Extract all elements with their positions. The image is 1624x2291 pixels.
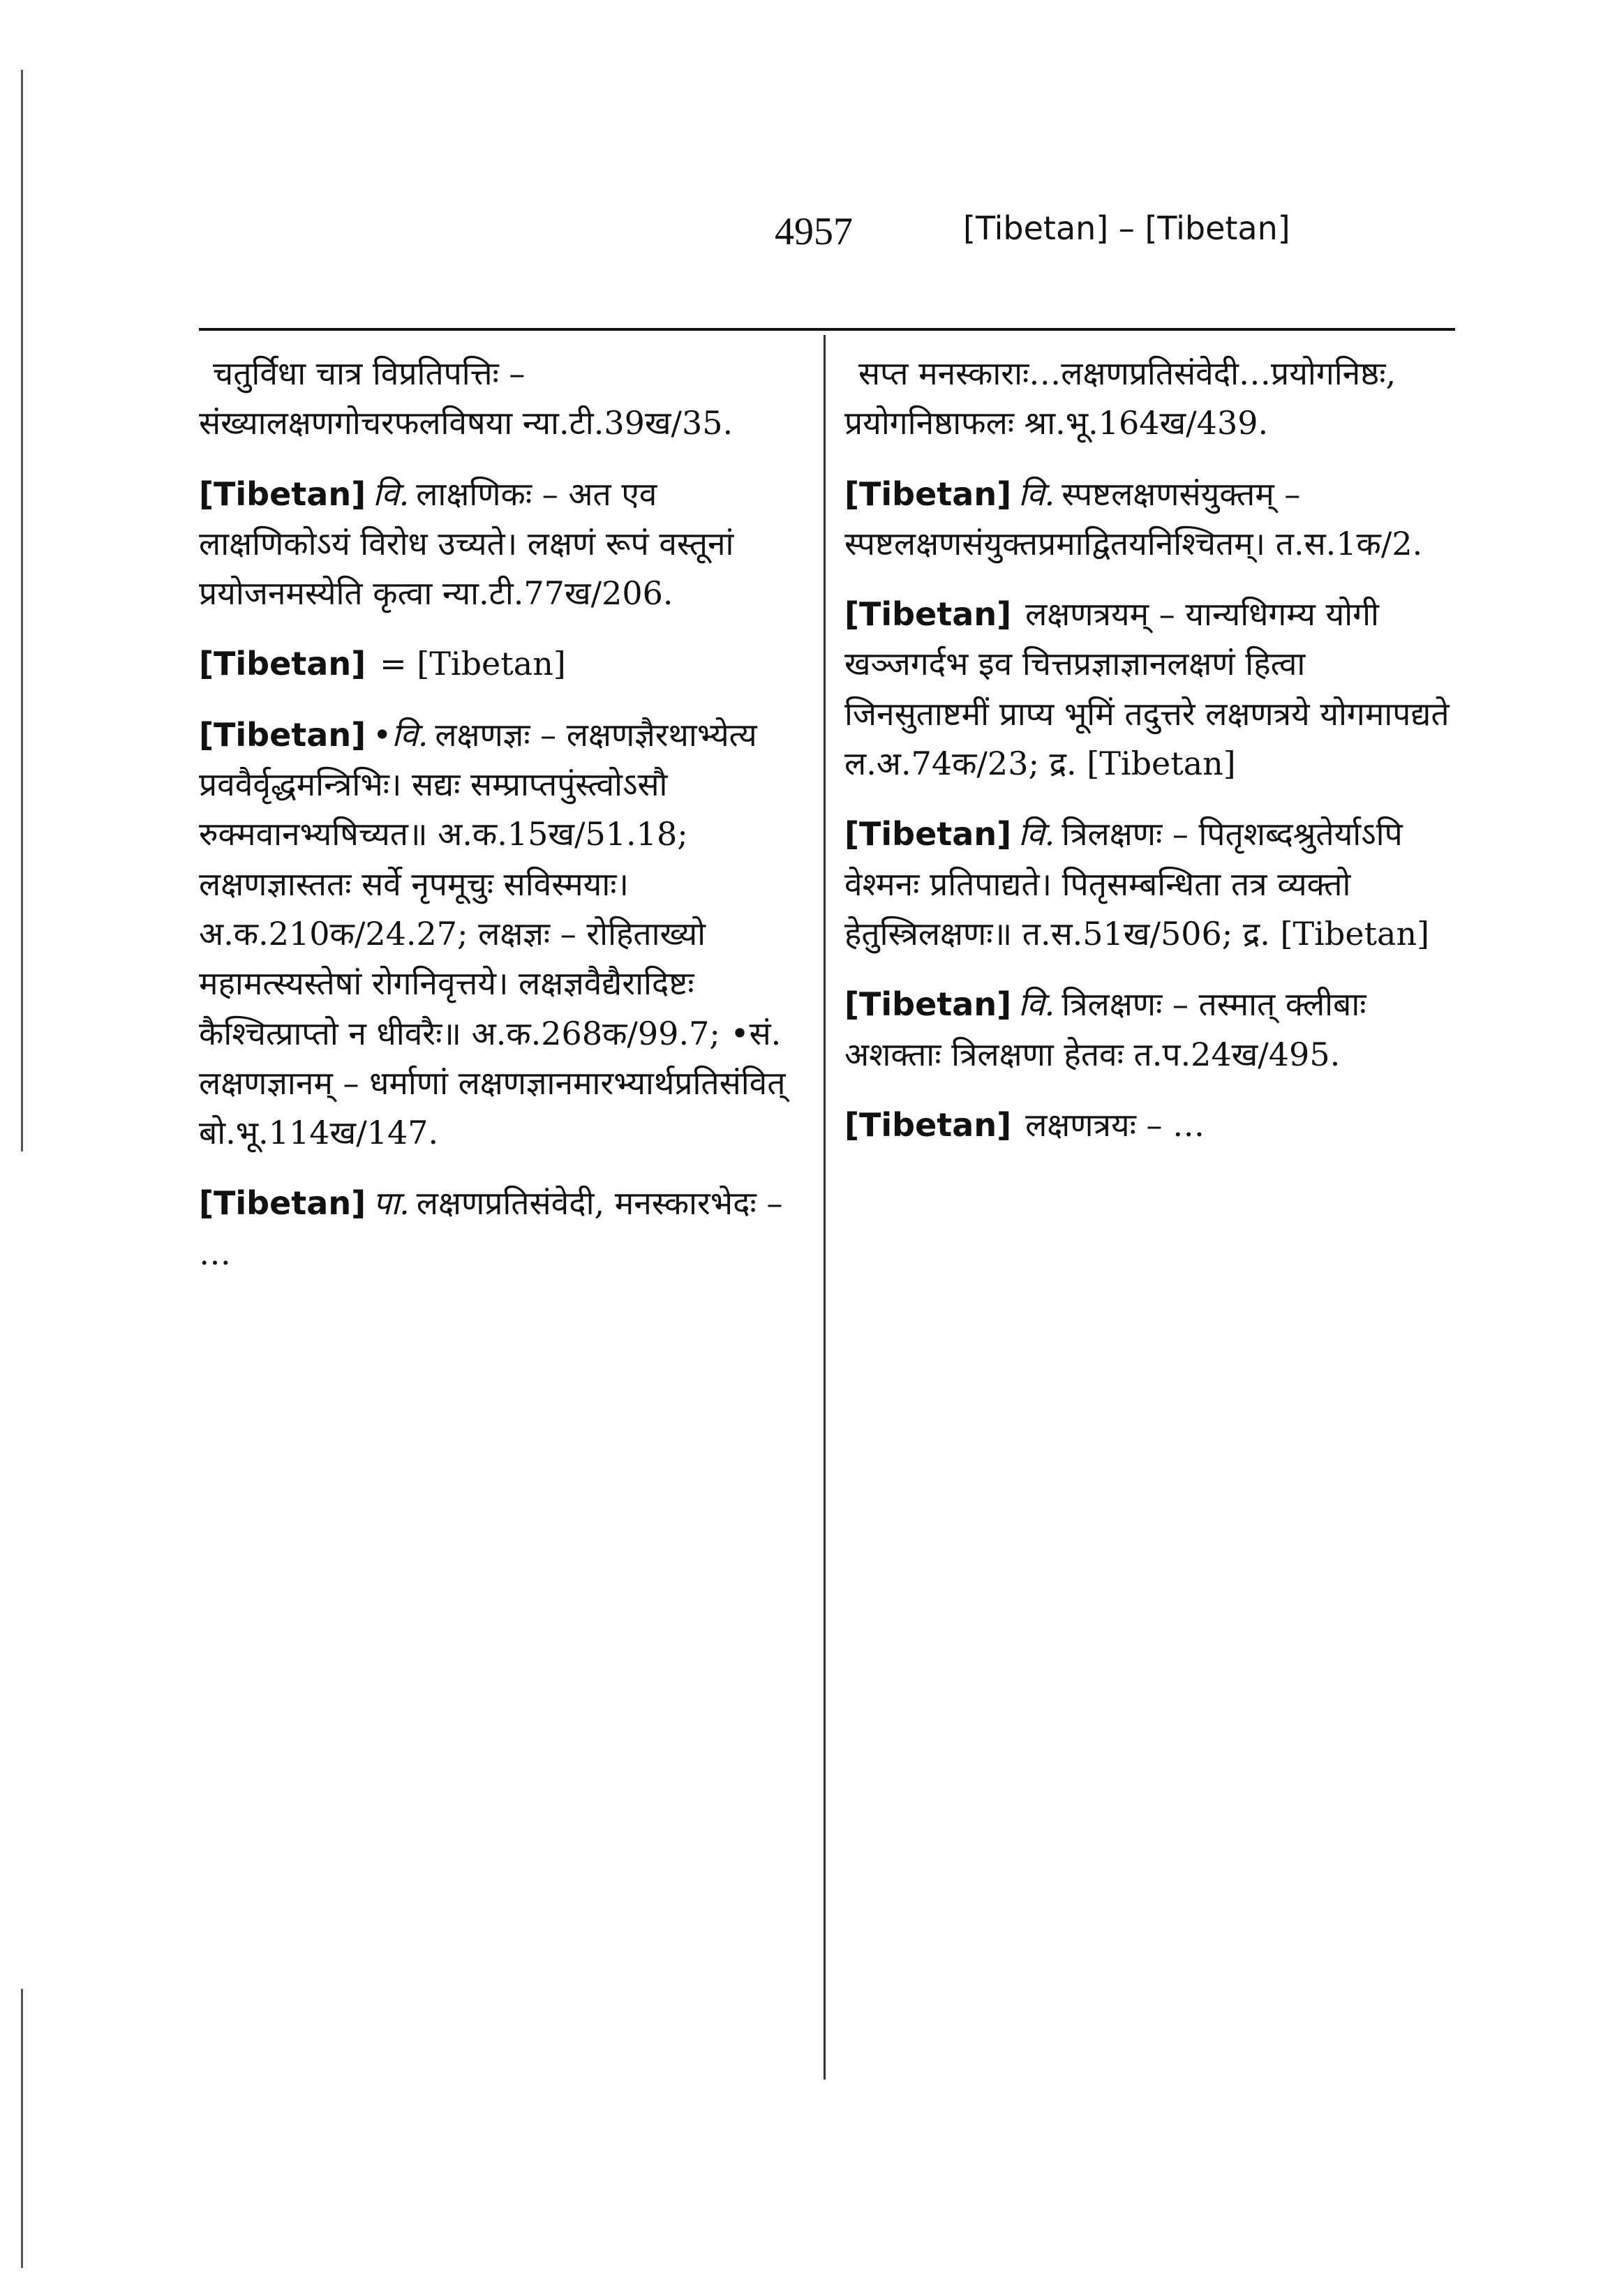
dictionary-entry: [199, 710, 799, 1158]
entry-text: त्रिलक्षणः – तस्मात् क्लीबाः अशक्ताः त्रिलक्षणा हेतवः त.प.24ख/495.: [844, 985, 1366, 1073]
dictionary-entry: [199, 349, 799, 449]
column-divider: [824, 335, 826, 2080]
entry-grammar: वि.: [1018, 475, 1055, 513]
left-margin-mark: [21, 1989, 23, 2268]
entry-text: सप्त मनस्काराः…लक्षणप्रतिसंवेदी…प्रयोगनिष्ठः, प्रयोगनिष्ठाफलः श्रा.भू.164ख/439.: [844, 355, 1396, 442]
dictionary-entry: [199, 470, 799, 619]
entry-text: त्रिलक्षणः – पितृशब्दश्रुतेर्याऽपि वेश्मनः प्रतिपाद्यते। पितृसम्बन्धिता तत्र व्यक्तो हेतुस्त्रिलक्षणः॥ त.स.51ख/506; द्र. [Tibetan]: [844, 815, 1430, 953]
entry-headword: [Tibetan]: [199, 1184, 366, 1223]
entry-text: लाक्षणिकः – अत एव लाक्षणिकोऽयं विरोध उच्यते। लक्षणं रूपं वस्तूनां प्रयोजनमस्येति कृत्वा न्या.टी.77ख/206.: [199, 475, 734, 613]
right-column: [844, 349, 1452, 1171]
left-margin-mark: [21, 70, 23, 1151]
header-rule: [199, 328, 1455, 331]
entry-text: लक्षणप्रतिसंवेदी, मनस्कारभेदः – …: [199, 1184, 783, 1272]
entry-grammar: वि.: [1018, 815, 1055, 853]
entry-text: स्पष्टलक्षणसंयुक्तम् – स्पष्टलक्षणसंयुक्तप्रमाद्वितयनिश्चितम्। त.स.1क/2.: [844, 475, 1423, 562]
entry-text: = [Tibetan]: [380, 645, 566, 683]
entry-headword: [Tibetan]: [844, 475, 1012, 513]
entry-grammar: •वि.: [373, 715, 429, 754]
entry-grammar: वि.: [1018, 985, 1055, 1024]
running-head: [Tibetan] – [Tibetan]: [963, 209, 1290, 247]
entry-text: लक्षणत्रयः – …: [1025, 1105, 1205, 1144]
dictionary-entry: [199, 1179, 799, 1278]
dictionary-entry: [844, 809, 1452, 959]
dictionary-entry: [844, 1100, 1452, 1150]
dictionary-entry: [844, 349, 1452, 449]
entry-headword: [Tibetan]: [844, 815, 1012, 853]
dictionary-entry: [844, 590, 1452, 789]
entry-grammar: वि.: [373, 475, 410, 513]
dictionary-entry: [844, 980, 1452, 1080]
entry-headword: [Tibetan]: [844, 1105, 1012, 1144]
entry-grammar: पा.: [373, 1184, 410, 1223]
dictionary-entry: [199, 639, 799, 689]
left-column: [199, 349, 799, 1299]
entry-headword: [Tibetan]: [199, 645, 366, 683]
entry-headword: [Tibetan]: [844, 985, 1012, 1024]
entry-headword: [Tibetan]: [199, 475, 366, 513]
entry-text: लक्षणत्रयम् – यान्यधिगम्य योगी खञ्जगर्दभ इव चित्तप्रज्ञाज्ञानलक्षणं हित्वा जिनसुताष्टमीं प्राप्य भूमिं तदुत्तरे लक्षणत्रये योगमापद्यते ल.अ.74क/23; द्र. [Tibetan]: [844, 595, 1450, 783]
entry-text: लक्षणज्ञः – लक्षणज्ञैरथाभ्येत्य प्रववैर्वृद्धमन्त्रिभिः। सद्यः सम्प्राप्तपुंस्त्वोऽसौ रुक्मवानभ्यषिच्यत॥ अ.क.15ख/51.18; लक्षणज्ञास्ततः सर्वे नृपमूचुः सविस्मयाः। अ.क.210क/24.27; लक्षज्ञः – रोहिताख्यो महामत्स्यस्तेषां रोगनिवृत्तये। लक्षज्ञवैद्यैरादिष्टः कैश्चित्प्राप्तो न धीवरैः॥ अ.क.268क/99.7; •सं. लक्षणज्ञानम् – धर्माणां लक्षणज्ञानमारभ्यार्थप्रतिसंवित् बो.भू.114ख/147.: [199, 715, 786, 1152]
page-number: 4957: [775, 210, 853, 253]
entry-headword: [Tibetan]: [199, 715, 366, 754]
entry-headword: [Tibetan]: [844, 595, 1012, 634]
dictionary-entry: [844, 470, 1452, 569]
entry-text: चतुर्विधा चात्र विप्रतिपत्तिः – संख्यालक्षणगोचरफलविषया न्या.टी.39ख/35.: [199, 355, 733, 442]
